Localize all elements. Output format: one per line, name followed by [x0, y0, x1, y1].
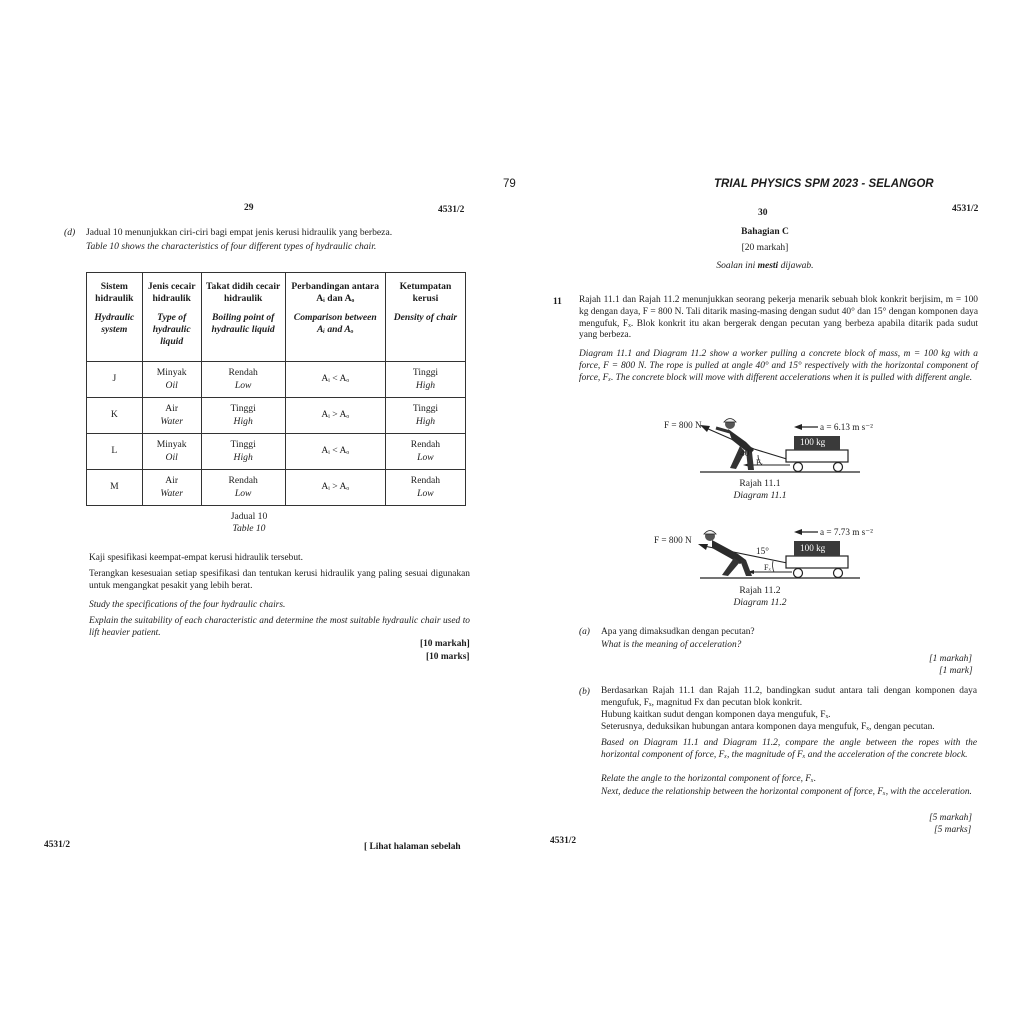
table-row: [87, 434, 466, 470]
question-english: Diagram 11.1 and Diagram 11.2 show a worker pulling a concrete block of mass, m = 100 kg with a force, F = 800 N. The rope is pulled at angle 40° and 15° respectively with the horizontal component of force, Fₓ. The concrete block will move with different accelerations when it is pulled with different angle.: [579, 349, 978, 383]
cell-system: M: [87, 470, 143, 506]
question-b-marks-english: [5 marks]: [934, 825, 972, 835]
cell-liquid: Air Water: [142, 470, 201, 506]
left-marks-english: [10 marks]: [426, 652, 470, 662]
task-malay-2: Terangkan kesesuaian setiap spesifikasi dan tentukan kerusi hidraulik yang paling sesuai digunakan untuk mengangkat pesakit yang lebih berat.: [89, 569, 470, 591]
question-label-d: (d): [64, 227, 76, 238]
question-number: 11: [553, 297, 562, 307]
left-page-number: 29: [244, 203, 254, 213]
cell-liquid: Air Water: [142, 398, 201, 434]
table-row: [87, 398, 466, 434]
cell-liquid: Minyak Oil: [142, 362, 201, 398]
cell-density: Rendah Low: [385, 434, 465, 470]
diagram2-mass: 100 kg: [800, 543, 826, 553]
diagram2-caption-malay: Rajah 11.2: [739, 585, 781, 596]
diagram1-force: F = 800 N: [664, 420, 702, 430]
diagram2-accel: a = 7.73 m s⁻²: [820, 527, 873, 537]
diagram1-accel: a = 6.13 m s⁻²: [820, 422, 873, 432]
cell-system: L: [87, 434, 143, 470]
question-b-english-2: Relate the angle to the horizontal component of force, Fₓ.: [601, 774, 817, 784]
question-b-malay-1: Berdasarkan Rajah 11.1 dan Rajah 11.2, bandingkan sudut antara tali dengan komponen daya mengufuk, Fₓ, magnitud Fx dan pecutan blok konkrit.: [601, 686, 977, 708]
section-title: Bahagian C: [741, 227, 789, 237]
question-b-marks-malay: [5 markah]: [929, 813, 972, 823]
question-a-marks-malay: [1 markah]: [929, 654, 972, 664]
center-page-number: 79: [503, 178, 516, 190]
diagram1-angle: 40°: [740, 448, 753, 458]
question-malay: Rajah 11.1 dan Rajah 11.2 menunjukkan seorang pekerja menarik sebuah blok konkrit berjisim, m = 100 kg dengan daya, F = 800 N. Tali ditarik masing-masing dengan sudut 40° dan 15° dengan komponen daya mengufuk, Fₓ. Blok konkrit itu akan bergerak dengan pecutan yang berbeza apabila ditarik pada sudut yang berbeza.: [579, 295, 978, 341]
question-a-malay: Apa yang dimaksudkan dengan pecutan?: [601, 627, 755, 637]
right-page-code: 4531/2: [952, 204, 979, 214]
cell-comparison: Aᵢ > Aₒ: [285, 398, 385, 434]
diagram1-caption-malay: Rajah 11.1: [739, 478, 781, 489]
diagram1-caption-english: Diagram 11.1: [733, 490, 787, 501]
question-b-english-3: Next, deduce the relationship between the horizontal component of force, Fₓ, with the acceleration.: [601, 787, 972, 797]
question-b-malay-3: Seterusnya, deduksikan hubungan antara komponen daya mengufuk, Fₓ, dengan pecutan.: [601, 722, 935, 732]
table-10: [86, 272, 466, 506]
right-footer-code: 4531/2: [550, 836, 577, 846]
question-b-label: (b): [579, 687, 590, 697]
left-footer-next: [ Lihat halaman sebelah: [364, 842, 461, 852]
cell-comparison: Aᵢ > Aₒ: [285, 470, 385, 506]
cell-system: J: [87, 362, 143, 398]
question-a-marks-english: [1 mark]: [939, 666, 973, 676]
question-b-english-1: Based on Diagram 11.1 and Diagram 11.2, compare the angle between the ropes with the horizontal component of force, Fₓ, the magnitude of Fₓ and the acceleration of the concrete block.: [601, 738, 977, 760]
diagram1-mass: 100 kg: [800, 437, 826, 447]
question-a-english: What is the meaning of acceleration?: [601, 640, 742, 650]
table-header-row: [87, 273, 466, 362]
table-row: [87, 362, 466, 398]
cell-density: Tinggi High: [385, 398, 465, 434]
left-footer-code: 4531/2: [44, 840, 71, 850]
question-b-malay-2: Hubung kaitkan sudut dengan komponen daya mengufuk, Fₓ.: [601, 710, 831, 720]
table-caption-malay: Jadual 10: [230, 511, 268, 522]
diagram2-fx: Fₓ: [764, 563, 771, 572]
left-marks-malay: [10 markah]: [420, 639, 470, 649]
cell-density: Tinggi High: [385, 362, 465, 398]
section-marks: [20 markah]: [741, 243, 789, 253]
cell-liquid: Minyak Oil: [142, 434, 201, 470]
cell-system: K: [87, 398, 143, 434]
cell-boiling: Tinggi High: [201, 398, 285, 434]
header-comparison: Perbandingan antara Aᵢ dan Aₒ Comparison between Aᵢ and Aₒ: [285, 273, 385, 362]
cell-comparison: Aᵢ < Aₒ: [285, 362, 385, 398]
cell-boiling: Rendah Low: [201, 362, 285, 398]
diagram2-force: F = 800 N: [654, 535, 692, 545]
cell-density: Rendah Low: [385, 470, 465, 506]
right-page-number: 30: [758, 208, 768, 218]
header-boiling: Takat didih cecair hidraulik Boiling point of hydraulic liquid: [201, 273, 285, 362]
task-english-2: Explain the suitability of each characteristic and determine the most suitable hydraulic chair used to lift heavier patient.: [89, 616, 470, 638]
cell-boiling: Rendah Low: [201, 470, 285, 506]
diagram1-fx: Fₓ: [756, 458, 763, 467]
diagram2-caption-english: Diagram 11.2: [733, 597, 787, 608]
intro-english: Table 10 shows the characteristics of four different types of hydraulic chair.: [86, 241, 377, 252]
instruction: Soalan ini mesti dijawab.: [716, 261, 814, 271]
left-page-code: 4531/2: [438, 205, 465, 215]
task-english-1: Study the specifications of the four hydraulic chairs.: [89, 600, 286, 610]
question-a-label: (a): [579, 627, 590, 637]
diagram2-angle: 15°: [756, 546, 769, 556]
table-row: [87, 470, 466, 506]
header-title: TRIAL PHYSICS SPM 2023 - SELANGOR: [714, 178, 934, 190]
cell-comparison: Aᵢ < Aₒ: [285, 434, 385, 470]
cell-boiling: Tinggi High: [201, 434, 285, 470]
table-caption-english: Table 10: [232, 523, 266, 534]
header-liquid: Jenis cecair hidraulik Type of hydraulic liquid: [142, 273, 201, 362]
header-density: Ketumpatan kerusi Density of chair: [385, 273, 465, 362]
header-system: Sistem hidraulik Hydraulic system: [87, 273, 143, 362]
task-malay-1: Kaji spesifikasi keempat-empat kerusi hidraulik tersebut.: [89, 553, 303, 563]
intro-malay: Jadual 10 menunjukkan ciri-ciri bagi empat jenis kerusi hidraulik yang berbeza.: [86, 227, 393, 238]
